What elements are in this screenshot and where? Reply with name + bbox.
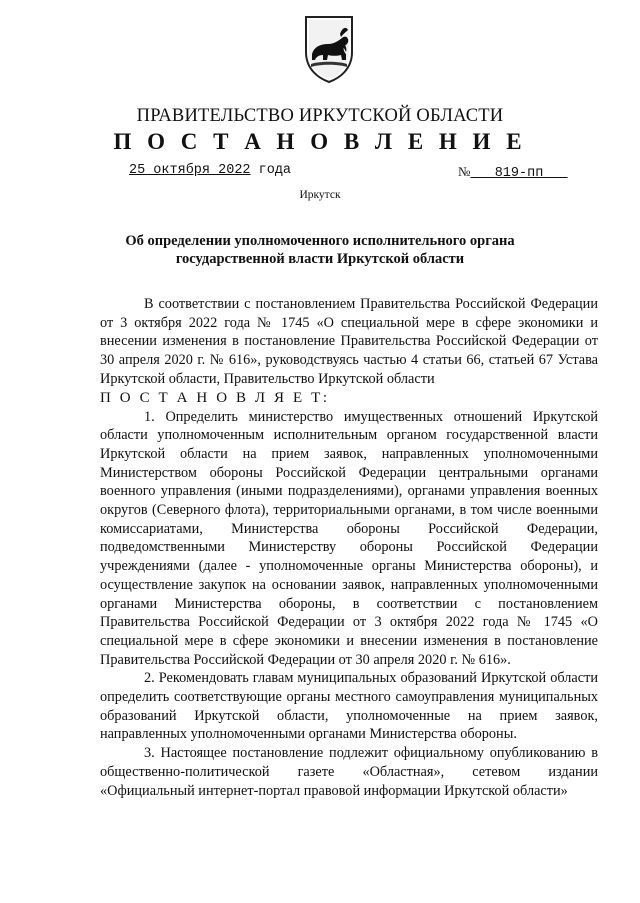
item-3-paragraph: 3. Настоящее постановление подлежит официальному опубликованию в общественно-политической газете «Областная», сетевом издании «Официальный интернет-портал правовой информации Иркутской области» — [100, 745, 598, 799]
document-number — [458, 163, 568, 181]
government-title: ПРАВИТЕЛЬСТВО ИРКУТСКОЙ ОБЛАСТИ — [136, 106, 504, 126]
number-value: 819-пп — [470, 166, 568, 181]
item-2-paragraph: 2. Рекомендовать главам муниципальных образований Иркутской области определить соответствующие органы местного самоуправления муниципальных образований Иркутской области, уполномоченные на прием заявок, направленных уполномоченными органами Министерства обороны. — [100, 670, 598, 743]
item-1-paragraph: 1. Определить министерство имущественных отношений Иркутской области уполномоченным исполнительным органом государственной власти Иркутской области на прием заявок, направленных уполномоченными Министерством обороны Российской Федерации центральными органами военного управления (иными подразделениями), органами управления военных округов (Северного флота), территориальными органами, в том числе военными комиссариатами, Министерства обороны Российской Федерации, подведомственными Министерству обороны Российской Федерации учреждениями (далее - уполномоченные органы Министерства обороны), и осуществление закупок на основании заявок, направленных уполномоченными органами Министерства обороны, в соответствии с постановлением Правительства Российской Федерации от 3 октября 2022 года № 1745 «О специальной мере в сфере экономики и внесении изменения в постановление Правительства Российской Федерации от 30 апреля 2020 г. № 616». — [100, 408, 598, 668]
number-sign: № — [458, 164, 471, 179]
document-date — [129, 163, 291, 178]
document-type: П О С Т А Н О В Л Е Н И Е — [113, 129, 527, 154]
city: Иркутск — [299, 189, 341, 201]
preamble-paragraph: В соответствии с постановлением Правительства Российской Федерации от 3 октября 2022 года № 1745 «О специальной мере в сфере экономики и внесении изменения в постановление Правительства Российской Федерации от 30 апреля 2020 г. № 616», руководствуясь частью 4 статьи 66, статьей 67 Устава Иркутской области, Правительство Иркутской области — [100, 296, 598, 387]
heading-line-1: Об определении уполномоченного исполнительного органа — [125, 233, 515, 249]
document-body — [100, 295, 598, 800]
date-day-month: 25 октября 2022 — [129, 163, 251, 178]
date-suffix: года — [250, 163, 292, 178]
decree-word: П О С Т А Н О В Л Я Е Т: — [100, 389, 330, 406]
document-heading — [100, 232, 540, 268]
heading-line-2: государственной власти Иркутской области — [175, 251, 465, 267]
irkutsk-coat-of-arms-icon — [302, 14, 356, 84]
